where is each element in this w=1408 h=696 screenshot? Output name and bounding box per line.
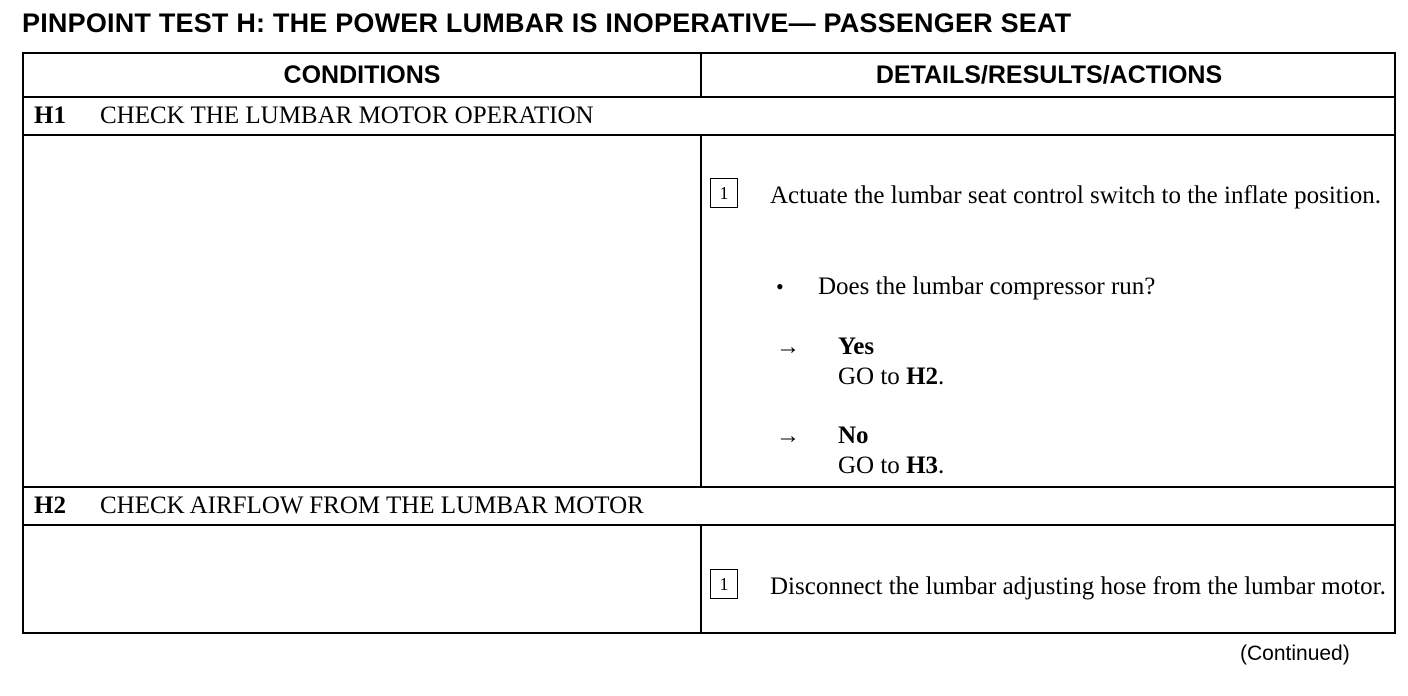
bullet: • [776, 274, 784, 299]
action-number-box: 1 [710, 178, 738, 208]
action-text: Actuate the lumbar seat control switch to the inflate position. [770, 182, 1381, 209]
conditions-header: CONDITIONS [283, 60, 441, 89]
goto-target: H2 [906, 363, 939, 390]
arrow-icon: → [776, 423, 800, 449]
column-divider [700, 136, 702, 486]
question-text: Does the lumbar compressor run? [818, 273, 1156, 300]
step-id: H1 [34, 102, 66, 129]
action-text: Disconnect the lumbar adjusting hose from the lumbar motor. [770, 573, 1386, 600]
pinpoint-test-table [22, 52, 1396, 634]
answer-no [838, 421, 944, 481]
step-row-h2 [34, 488, 644, 524]
step-row-h1 [34, 98, 594, 134]
goto-prefix: GO to [838, 452, 907, 479]
action-number-box: 1 [710, 569, 738, 599]
step-title: CHECK AIRFLOW FROM THE LUMBAR MOTOR [100, 492, 644, 519]
goto-prefix: GO to [838, 363, 907, 390]
goto-target: H3 [906, 452, 939, 479]
column-divider [700, 54, 702, 96]
goto-suffix: . [938, 452, 945, 479]
answer-yes [838, 332, 944, 392]
divider [24, 524, 1394, 526]
answer-label: No [838, 422, 869, 449]
goto-suffix: . [938, 363, 945, 390]
answer-label: Yes [838, 333, 875, 360]
continued-note: (Continued) [1240, 642, 1350, 665]
details-header: DETAILS/RESULTS/ACTIONS [875, 60, 1223, 89]
column-divider [700, 526, 702, 632]
divider [24, 134, 1394, 136]
page-title: PINPOINT TEST H: THE POWER LUMBAR IS INOPERATIVE— PASSENGER SEAT [22, 8, 1072, 38]
step-id: H2 [34, 492, 66, 519]
arrow-icon: → [776, 334, 800, 360]
step-title: CHECK THE LUMBAR MOTOR OPERATION [100, 102, 594, 129]
